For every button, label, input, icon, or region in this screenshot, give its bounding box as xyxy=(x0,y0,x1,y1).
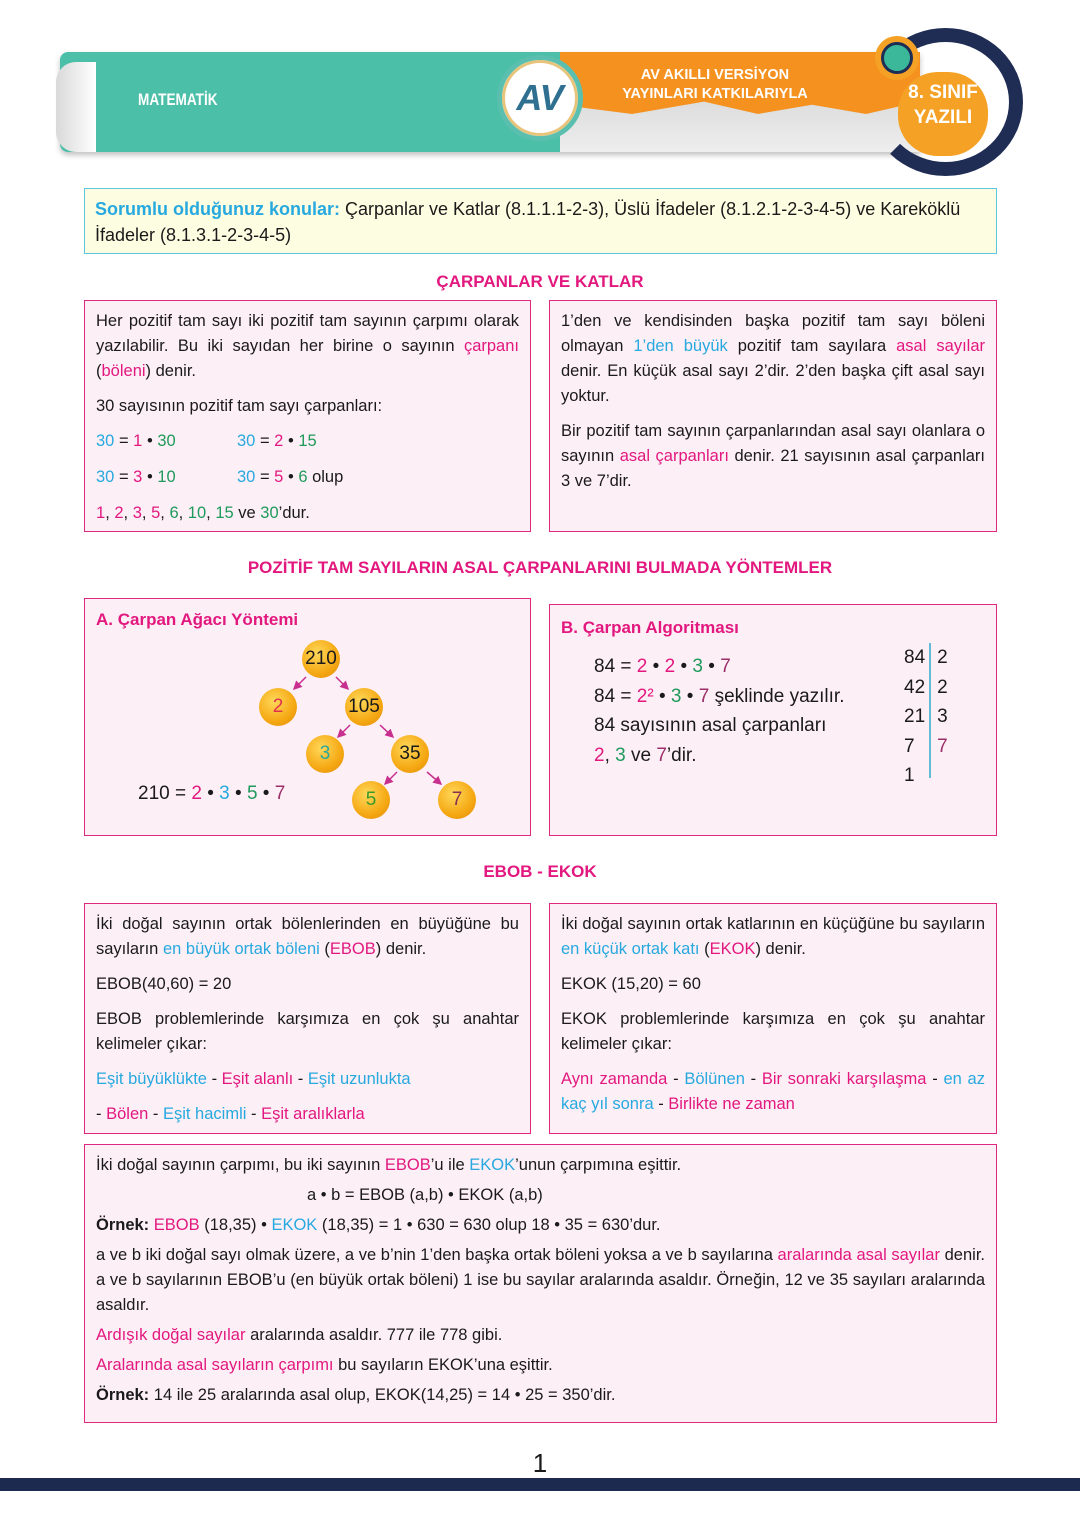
arrow xyxy=(336,677,348,689)
text-run: en az kaç yıl sonra xyxy=(561,1070,985,1113)
dividend: 7 xyxy=(904,735,915,757)
text-run: = xyxy=(114,432,134,450)
text-run: 7 xyxy=(698,685,710,707)
text-run: Örnek: xyxy=(96,1216,154,1234)
text-run: = xyxy=(114,468,134,486)
text-run: EBOB xyxy=(329,940,376,958)
paragraph xyxy=(96,1007,519,1057)
text-run: , xyxy=(141,504,152,522)
divisor: 2 xyxy=(937,647,948,668)
ekok-box xyxy=(549,903,997,1134)
text-run: İki doğal sayının ortak bölenlerinden en büyüğüne bu sayıların xyxy=(96,915,519,958)
text-run: 84 sayısının asal çarpanları xyxy=(594,715,827,736)
text-run: ’unun çarpımına eşittir. xyxy=(515,1156,682,1174)
text-run: - xyxy=(148,1105,163,1123)
text-run: ( xyxy=(699,940,710,958)
text-run: , xyxy=(178,504,188,522)
banner-line-2: YAYINLARI KATKILARIYLA xyxy=(622,86,808,102)
text-run: Birlikte ne zaman xyxy=(668,1095,795,1113)
text-run: Her pozitif tam sayı iki pozitif tam sayının çarpımı olarak yazılabilir. Bu iki sayıdan her birine o sayının xyxy=(96,312,519,355)
text-run: 84 = xyxy=(594,685,637,707)
text-run: • xyxy=(647,656,665,677)
text-run: 10 xyxy=(157,468,176,486)
text-run: 3 xyxy=(615,744,626,766)
badge-line-2: YAZILI xyxy=(913,107,973,128)
text-run: 2 xyxy=(664,656,676,677)
algorithm-line xyxy=(594,741,844,771)
division-table xyxy=(904,643,948,791)
banner-line-1: AV AKILLI VERSİYON xyxy=(640,67,790,83)
text-run: böleni xyxy=(101,362,146,380)
text-run: Eşit büyüklükte xyxy=(96,1070,207,1088)
paragraph xyxy=(561,1007,985,1057)
subject-label: MATEMATİK xyxy=(138,90,218,109)
text-run: • xyxy=(283,432,299,450)
text-run: İki doğal sayının çarpımı, bu iki sayının xyxy=(96,1156,385,1174)
text-run: 15 xyxy=(298,432,317,450)
paragraph xyxy=(561,972,985,997)
text-run: 7 xyxy=(720,656,731,677)
text-run: İki doğal sayının ortak katlarının en küçüğüne bu sayıların xyxy=(561,915,985,933)
text-run: ) denir. xyxy=(375,940,427,958)
text-run: denir. 21 sayısının asal çarpanları 3 ve 7’dir. xyxy=(561,447,985,490)
text-run: 2 xyxy=(594,744,605,766)
ebob-box xyxy=(84,903,531,1134)
text-run: en büyük ortak böleni xyxy=(162,940,320,958)
text-run: aralarında asaldır. 777 ile 778 gibi. xyxy=(245,1326,503,1344)
text-run: 3 xyxy=(133,468,143,486)
text-run: 7 xyxy=(274,783,286,804)
text-run: 6 xyxy=(298,468,308,486)
algorithm-line xyxy=(594,711,844,741)
text-run: 7 xyxy=(656,744,667,766)
text-run: 2² xyxy=(636,685,654,707)
text-run: 1’den büyük xyxy=(633,337,728,355)
text-run: 6 xyxy=(169,504,179,522)
divisor: 3 xyxy=(937,706,948,727)
paragraph xyxy=(96,1102,519,1127)
text-run: olup xyxy=(307,468,344,486)
text-run: , xyxy=(604,744,616,766)
text-run: 30 xyxy=(96,432,115,450)
text-run: ’dur. xyxy=(278,504,310,522)
text-run: EBOB problemlerinde karşımıza en çok şu anahtar kelimeler çıkar: xyxy=(96,1010,519,1053)
text-run: EKOK xyxy=(469,1156,516,1174)
text-run: çarpanı xyxy=(463,337,519,355)
tree-node: 5 xyxy=(352,781,390,819)
text-run: 5 xyxy=(246,783,258,804)
text-run: • xyxy=(257,783,275,804)
text-run: Eşit hacimli xyxy=(162,1105,247,1123)
text-run: 3 xyxy=(692,656,703,677)
dividend: 42 xyxy=(904,676,926,698)
factor-tree-title: A. Çarpan Ağacı Yöntemi xyxy=(96,610,299,629)
text-run: 5 xyxy=(151,504,161,522)
text-run: a ve b iki doğal sayı olmak üzere, a ve b’nin 1’den başka ortak böleni yoksa a ve b sayılarına xyxy=(96,1246,778,1264)
text-run: EBOB xyxy=(384,1156,431,1174)
divisor: 2 xyxy=(937,676,948,698)
text-run: 2 xyxy=(114,504,124,522)
text-run: = xyxy=(255,432,275,450)
text-run: Bir sonraki karşılaşma xyxy=(761,1070,927,1088)
text-run: , xyxy=(206,504,216,522)
dividend: 84 xyxy=(904,647,926,668)
paragraph xyxy=(96,912,519,962)
paragraph xyxy=(96,1067,519,1092)
text-run: ) denir. xyxy=(755,940,806,958)
text-run: Örnek: xyxy=(96,1386,154,1404)
text-run: - xyxy=(293,1070,308,1088)
av-logo: AV xyxy=(497,55,583,141)
paragraph xyxy=(96,1153,985,1178)
text-run: aralarında asal sayılar xyxy=(777,1246,940,1264)
text-run: 30 xyxy=(260,504,279,522)
text-run: ve xyxy=(233,504,261,522)
text-run: EBOB(40,60) = 20 xyxy=(96,975,232,993)
text-run: Aralarında asal sayıların çarpımı xyxy=(96,1356,334,1374)
section-title-carpanlar: ÇARPANLAR VE KATLAR xyxy=(436,272,644,291)
text-run: asal sayılar xyxy=(896,337,985,355)
algorithm-title: B. Çarpan Algoritması xyxy=(561,618,739,637)
text-run: 30 xyxy=(157,432,176,450)
text-run: (18,35) • xyxy=(199,1216,272,1234)
dividend: 21 xyxy=(904,706,926,727)
text-run: - xyxy=(246,1105,262,1123)
text-run: şeklinde yazılır. xyxy=(709,685,845,707)
text-run: 2 xyxy=(191,783,202,804)
text-run: a • b = EBOB (a,b) • EKOK (a,b) xyxy=(307,1186,543,1204)
text-run: • xyxy=(229,783,247,804)
text-run: (18,35) = 1 • 630 = 630 olup 18 • 35 = 630’dur. xyxy=(317,1216,661,1234)
text-run: EKOK problemlerinde karşımıza en çok şu anahtar kelimeler çıkar: xyxy=(561,1010,985,1053)
text-run: ve xyxy=(625,744,657,766)
paragraph xyxy=(96,1383,985,1408)
text-run: 3 xyxy=(132,504,142,522)
tree-node: 105 xyxy=(345,688,383,726)
text-run: EKOK xyxy=(271,1216,318,1234)
tree-node: 210 xyxy=(302,640,340,678)
text-run: Aynı zamanda xyxy=(561,1070,668,1088)
text-run: • xyxy=(653,685,671,707)
text-run: 10 xyxy=(187,504,207,522)
section-title-ebob-ekok: EBOB - EKOK xyxy=(483,862,597,881)
tree-node: 35 xyxy=(391,735,429,773)
text-run: 3 xyxy=(670,685,682,707)
text-run: 30 xyxy=(237,468,256,486)
text-run: 1 xyxy=(96,504,106,522)
tree-node: 2 xyxy=(259,688,297,726)
text-run: • xyxy=(283,468,299,486)
text-run: - xyxy=(926,1070,944,1088)
text-run: - xyxy=(206,1070,222,1088)
arrow xyxy=(338,725,350,737)
algorithm-line xyxy=(594,652,844,682)
divisor: 7 xyxy=(937,735,948,757)
text-run: Eşit aralıklarla xyxy=(261,1105,365,1123)
topics-label: Sorumlu olduğunuz konular: xyxy=(95,199,340,219)
badge-line-1: 8. SINIF xyxy=(908,82,978,103)
algorithm-line xyxy=(594,682,844,712)
text-run: 2 xyxy=(274,432,284,450)
text-run: - xyxy=(744,1070,762,1088)
tree-node: 7 xyxy=(438,781,476,819)
dividend: 1 xyxy=(904,765,915,786)
footer-bar xyxy=(0,1478,1080,1491)
paragraph xyxy=(96,1213,985,1238)
text-run: 3 xyxy=(219,783,230,804)
text-run: - xyxy=(667,1070,685,1088)
tree-result xyxy=(138,783,285,805)
text-run: 14 ile 25 aralarında asal olup, EKOK(14,25) = 14 • 25 = 350’dir. xyxy=(153,1386,616,1404)
paragraph xyxy=(96,972,519,997)
text-run: ’dir. xyxy=(666,744,697,766)
text-run: bu sayıların EKOK’una eşittir. xyxy=(333,1356,553,1374)
text-run: Bölünen xyxy=(684,1070,745,1088)
text-run: en küçük ortak katı xyxy=(561,940,700,958)
text-run: 15 xyxy=(215,504,234,522)
text-run: asal çarpanları xyxy=(619,447,729,465)
paragraph xyxy=(561,1067,985,1117)
text-run: 30 xyxy=(237,432,256,450)
arrow xyxy=(380,725,393,737)
text-run: Eşit alanlı xyxy=(221,1070,294,1088)
text-run: denir. a ve b sayılarının EBOB’u (en büyük ortak böleni) 1 ise bu sayılar aralarında asaldır. Örneğin, 12 ve 35 sayıları aralarında asaldır. xyxy=(96,1246,985,1314)
page-number: 1 xyxy=(532,1448,548,1478)
text-run: ( xyxy=(96,362,102,380)
text-run: • xyxy=(702,656,721,677)
text-run: • xyxy=(142,432,158,450)
text-run: 2 xyxy=(636,656,648,677)
paragraph xyxy=(96,1323,985,1348)
arrow xyxy=(427,772,441,784)
section-title-methods: POZİTİF TAM SAYILARIN ASAL ÇARPANLARINI BULMADA YÖNTEMLER xyxy=(247,558,833,577)
text-run: 1 xyxy=(133,432,143,450)
paragraph xyxy=(96,1353,985,1378)
arrow xyxy=(294,677,306,689)
text-run: • xyxy=(681,685,699,707)
text-run: Bölen xyxy=(106,1105,149,1123)
text-run: ( xyxy=(319,940,330,958)
text-run: 30 sayısının pozitif tam sayı çarpanları: xyxy=(96,397,383,415)
text-run: 84 = xyxy=(594,656,637,677)
text-run: 1’den ve kendisinden başka pozitif tam sayı böleni olmayan xyxy=(561,312,985,355)
text-run: • xyxy=(675,656,693,677)
text-run: , xyxy=(160,504,170,522)
text-run: EBOB xyxy=(153,1216,200,1234)
paragraph xyxy=(96,1243,985,1318)
text-run: EKOK (15,20) = 60 xyxy=(561,975,701,993)
text-run: - xyxy=(653,1095,669,1113)
paragraph xyxy=(561,912,985,962)
text-run: - xyxy=(96,1105,107,1123)
text-run: • xyxy=(142,468,158,486)
text-run: 30 xyxy=(96,468,115,486)
text-run: Eşit uzunlukta xyxy=(307,1070,411,1088)
text-run: , xyxy=(123,504,133,522)
text-run: pozitif tam sayılara xyxy=(727,337,897,355)
formula xyxy=(96,1183,985,1208)
text-run: ’u ile xyxy=(430,1156,470,1174)
text-run: = xyxy=(255,468,275,486)
topics-text: Çarpanlar ve Katlar (8.1.1.1-2-3), Üslü İfadeler (8.1.2.1-2-3-4-5) ve Kareköklü İfadeler (8.1.3.1-2-3-4-5) xyxy=(95,199,961,245)
text-run: denir. En küçük asal sayı 2’dir. 2’den başka çift asal sayı yoktur. xyxy=(561,362,985,405)
text-run: , xyxy=(105,504,115,522)
text-run: EKOK xyxy=(709,940,756,958)
arrow xyxy=(385,772,397,784)
text-run: 210 = xyxy=(138,783,192,804)
algorithm-box xyxy=(549,604,997,836)
tree-node: 3 xyxy=(306,735,344,773)
text-run: ) denir. xyxy=(145,362,196,380)
text-run: Bir pozitif tam sayının çarpanlarından asal sayı olanlara o sayının xyxy=(561,422,985,465)
text-run: Ardışık doğal sayılar xyxy=(96,1326,246,1344)
text-run: 5 xyxy=(274,468,284,486)
text-run: • xyxy=(201,783,220,804)
ebob-ekok-relation-box xyxy=(84,1144,997,1423)
